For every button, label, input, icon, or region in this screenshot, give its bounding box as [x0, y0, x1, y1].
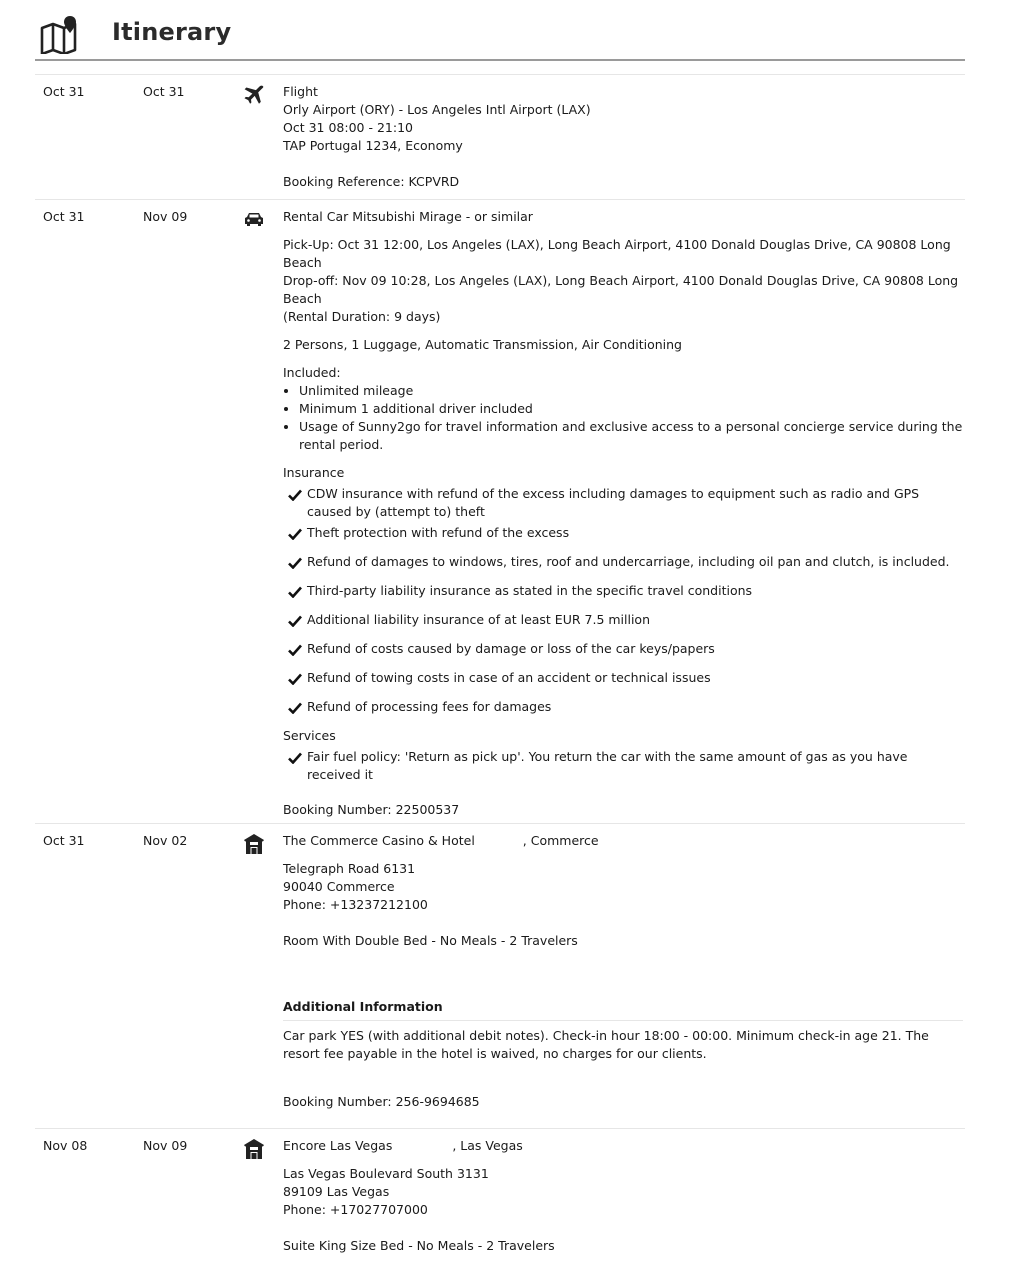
booking-number: Booking Number: 256-9694685 — [283, 1094, 480, 1109]
start-date: Oct 31 — [43, 84, 85, 99]
hotel-icon — [242, 1137, 266, 1161]
entry-title: Rental Car Mitsubishi Mirage - or similar — [283, 209, 533, 224]
insurance-label: Insurance — [283, 465, 345, 480]
end-date: Nov 09 — [143, 1138, 188, 1153]
hotel-phone: Phone: +13237212100 — [283, 897, 428, 912]
list-item — [283, 582, 963, 600]
flight-route: Orly Airport (ORY) - Los Angeles Intl Airport (LAX) — [283, 102, 591, 117]
dropoff-info: Drop-off: Nov 09 10:28, Los Angeles (LAX), Long Beach Airport, 4100 Donald Douglas Drive, CA 90808 Long Beach — [283, 273, 959, 306]
map-pin-icon — [40, 14, 78, 54]
checkmark-icon — [288, 586, 302, 598]
hotel-zip: 89109 Las Vegas — [283, 1184, 390, 1199]
hotel-phone: Phone: +17027707000 — [283, 1202, 428, 1217]
booking-number: Booking Number: 22500537 — [283, 802, 460, 817]
list-item — [283, 698, 963, 716]
page-title: Itinerary — [112, 18, 232, 46]
entry-details — [283, 208, 963, 819]
hotel-icon — [242, 832, 266, 856]
hotel-street: Telegraph Road 6131 — [283, 861, 416, 876]
end-date: Nov 09 — [143, 209, 188, 224]
insurance-item-text: Refund of processing fees for damages — [307, 699, 552, 714]
checkmark-icon — [288, 673, 302, 685]
included-list — [283, 382, 963, 454]
list-item — [283, 669, 963, 687]
insurance-item-text: CDW insurance with refund of the excess including damages to equipment such as radio and GPS caused by (attempt to) theft — [307, 486, 920, 519]
start-date: Oct 31 — [43, 209, 85, 224]
end-date: Nov 02 — [143, 833, 188, 848]
pickup-info: Pick-Up: Oct 31 12:00, Los Angeles (LAX), Long Beach Airport, 4100 Donald Douglas Drive, CA 90808 Long Beach — [283, 237, 951, 270]
room-info: Room With Double Bed - No Meals - 2 Travelers — [283, 933, 578, 948]
checkmark-icon — [288, 615, 302, 627]
car-features: 2 Persons, 1 Luggage, Automatic Transmission, Air Conditioning — [283, 337, 682, 352]
entry-title: Flight — [283, 84, 318, 99]
hotel-name-line — [283, 1137, 963, 1155]
insurance-item-text: Theft protection with refund of the excess — [307, 525, 570, 540]
services-list — [283, 748, 963, 784]
checkmark-icon — [288, 489, 302, 501]
insurance-item-text: Refund of damages to windows, tires, roof and undercarriage, including oil pan and clutch, is included. — [307, 554, 950, 569]
entry-details — [283, 832, 963, 1111]
insurance-item-text: Additional liability insurance of at least EUR 7.5 million — [307, 612, 651, 627]
services-label: Services — [283, 728, 336, 743]
start-date: Nov 08 — [43, 1138, 88, 1153]
insurance-item-text: Refund of costs caused by damage or loss of the car keys/papers — [307, 641, 715, 656]
start-date: Oct 31 — [43, 833, 85, 848]
booking-reference: Booking Reference: KCPVRD — [283, 174, 460, 189]
list-item: • Unlimited mileage — [299, 382, 963, 400]
additional-information-text: Car park YES (with additional debit notes). Check-in hour 18:00 - 00:00. Minimum check-in age 21. The resort fee payable in the hotel is waived, no charges for our clients. — [283, 1028, 929, 1061]
insurance-list — [283, 485, 963, 716]
itinerary-entry-flight — [35, 74, 965, 199]
included-label: Included: — [283, 365, 341, 380]
end-date: Oct 31 — [143, 84, 185, 99]
hotel-city: , Commerce — [522, 833, 599, 848]
header — [35, 0, 965, 61]
itinerary-entry-hotel-commerce — [35, 823, 965, 1129]
hotel-city: , Las Vegas — [452, 1138, 523, 1153]
hotel-name: The Commerce Casino & Hotel — [283, 833, 475, 848]
itinerary-entry-rental-car — [35, 199, 965, 824]
list-item — [283, 611, 963, 629]
car-icon — [242, 208, 266, 232]
insurance-item-text: Refund of towing costs in case of an accident or technical issues — [307, 670, 711, 685]
insurance-item-text: Third-party liability insurance as stated in the specific travel conditions — [307, 583, 753, 598]
checkmark-icon — [288, 752, 302, 764]
flight-carrier: TAP Portugal 1234, Economy — [283, 138, 463, 153]
list-item: • Minimum 1 additional driver included — [299, 400, 963, 418]
list-item — [283, 524, 963, 542]
additional-information-title: Additional Information — [283, 998, 963, 1021]
checkmark-icon — [288, 557, 302, 569]
list-item: • Usage of Sunny2go for travel information and exclusive access to a personal concierge service during the rental period. — [299, 418, 963, 454]
airplane-icon — [242, 83, 266, 107]
itinerary-entry-hotel-encore — [35, 1128, 965, 1283]
list-item — [283, 553, 963, 571]
entry-details — [283, 1137, 963, 1255]
rental-duration: (Rental Duration: 9 days) — [283, 309, 441, 324]
checkmark-icon — [288, 702, 302, 714]
room-info: Suite King Size Bed - No Meals - 2 Travelers — [283, 1238, 555, 1253]
list-item — [283, 748, 963, 784]
service-item-text: Fair fuel policy: 'Return as pick up'. You return the car with the same amount of gas as you have received it — [307, 749, 908, 782]
flight-time: Oct 31 08:00 - 21:10 — [283, 120, 413, 135]
entry-details — [283, 83, 963, 191]
hotel-name: Encore Las Vegas — [283, 1138, 393, 1153]
hotel-zip: 90040 Commerce — [283, 879, 395, 894]
hotel-street: Las Vegas Boulevard South 3131 — [283, 1166, 489, 1181]
hotel-name-line — [283, 832, 963, 850]
list-item — [283, 485, 963, 521]
checkmark-icon — [288, 528, 302, 540]
checkmark-icon — [288, 644, 302, 656]
list-item — [283, 640, 963, 658]
